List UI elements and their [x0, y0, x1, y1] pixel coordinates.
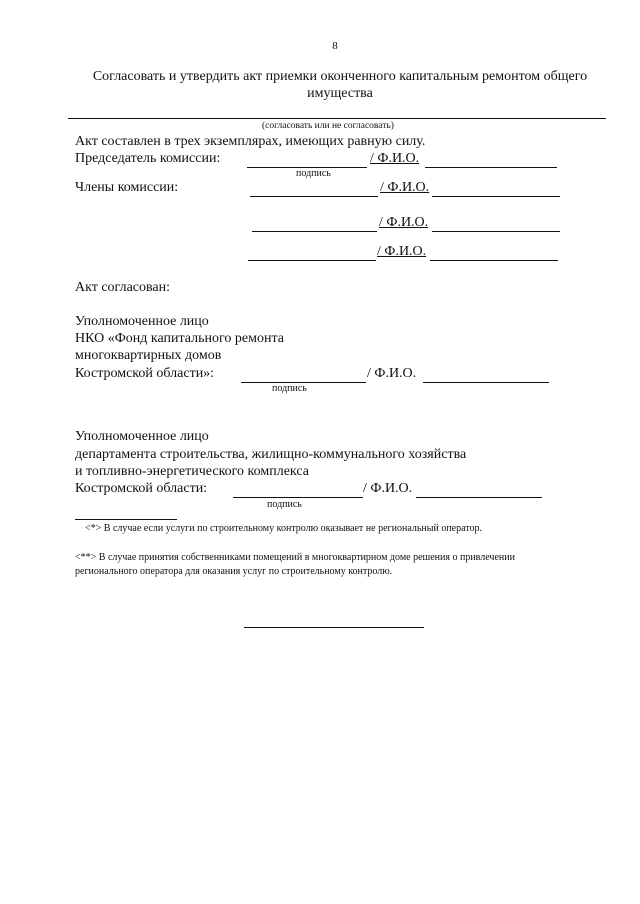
- footnote-separator: [75, 519, 177, 520]
- chairman-fio-line: [425, 167, 557, 168]
- member3-fio-line: [430, 260, 558, 261]
- agreement-caption: (согласовать или не согласовать): [262, 121, 394, 131]
- fund-signature-caption: подпись: [272, 383, 307, 394]
- member2-fio-line: [432, 231, 560, 232]
- member1-fio-line: [432, 196, 560, 197]
- fund-line-4: Костромской области»:: [75, 366, 215, 381]
- dept-fio: / Ф.И.О.: [363, 481, 413, 496]
- copies-statement: Акт составлен в трех экземплярах, имеющих равную силу.: [75, 134, 426, 149]
- member3-fio: / Ф.И.О.: [377, 244, 427, 259]
- page-number: 8: [332, 40, 338, 52]
- member1-signature-line: [250, 196, 378, 197]
- chairman-fio: / Ф.И.О.: [370, 151, 420, 166]
- closing-line: [244, 627, 424, 628]
- member2-fio: / Ф.И.О.: [379, 215, 429, 230]
- dept-line-1: Уполномоченное лицо: [75, 429, 209, 444]
- document-title: Согласовать и утвердить акт приемки оконченного капитальным ремонтом общего имущества: [92, 69, 588, 101]
- agreement-line: [68, 118, 606, 119]
- dept-fio-line: [416, 497, 542, 498]
- member3-signature-line: [248, 260, 376, 261]
- member2-signature-line: [252, 231, 377, 232]
- dept-signature-line: [233, 497, 363, 498]
- dept-line-3: и топливно-энергетического комплекса: [75, 464, 309, 479]
- fund-line-3: многоквартирных домов: [75, 348, 222, 363]
- dept-line-4: Костромской области:: [75, 481, 208, 496]
- fund-fio-line: [423, 382, 549, 383]
- footnote-2-line-2: регионального оператора для оказания услуг по строительному контролю.: [75, 566, 393, 577]
- footnote-2-line-1: <**> В случае принятия собственниками помещений в многоквартирном доме решения о привлечении: [75, 552, 515, 563]
- fund-line-1: Уполномоченное лицо: [75, 314, 209, 329]
- dept-line-2: департамента строительства, жилищно-коммунального хозяйства: [75, 447, 467, 462]
- members-label: Члены комиссии:: [75, 180, 179, 195]
- chairman-label: Председатель комиссии:: [75, 151, 221, 166]
- dept-signature-caption: подпись: [267, 499, 302, 510]
- footnote-1: <*> В случае если услуги по строительному контролю оказывает не региональный оператор.: [85, 523, 483, 534]
- chairman-signature-caption: подпись: [296, 168, 331, 179]
- member1-fio: / Ф.И.О.: [380, 180, 430, 195]
- fund-fio: / Ф.И.О.: [367, 366, 417, 381]
- agreed-label: Акт согласован:: [75, 280, 171, 295]
- fund-line-2: НКО «Фонд капитального ремонта: [75, 331, 284, 346]
